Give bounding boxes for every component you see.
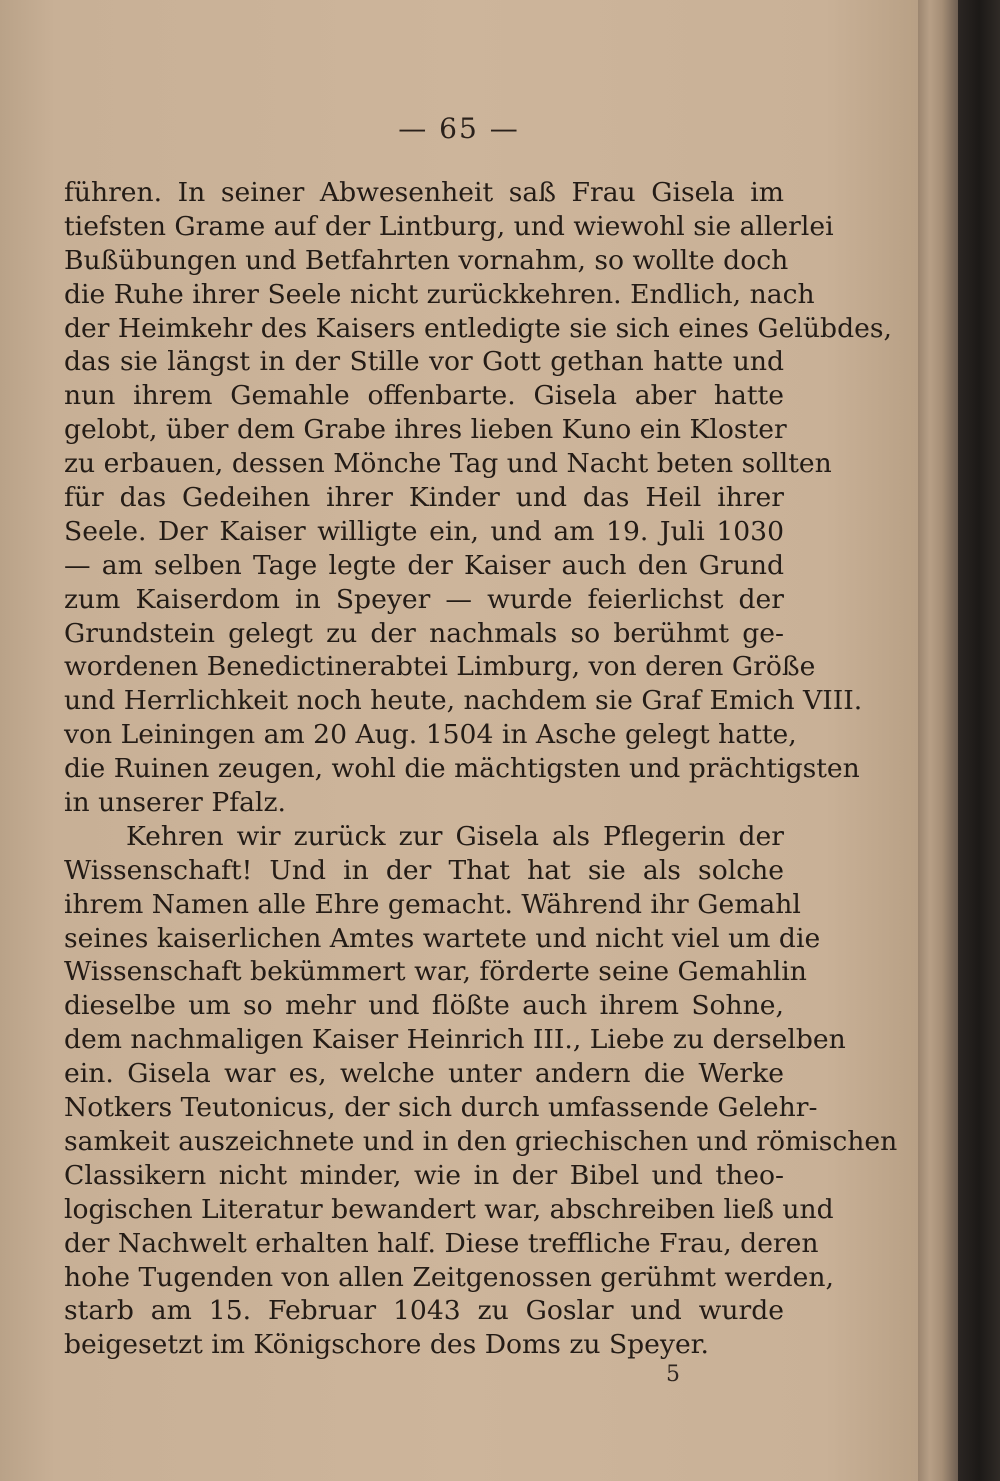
text-line: der Nachwelt erhalten half. Diese treffliche Frau, deren bbox=[64, 1227, 819, 1259]
text-line: für das Gedeihen ihrer Kinder und das Heil ihrer bbox=[64, 482, 784, 514]
page-number-header: — 65 — bbox=[398, 112, 520, 145]
text-line: Seele. Der Kaiser willigte ein, und am 19. Juli 1030 bbox=[64, 515, 784, 547]
text-line: das sie längst in der Stille vor Gott gethan hatte und bbox=[64, 346, 784, 378]
text-line: führen. In seiner Abwesenheit saß Frau Gisela im bbox=[64, 177, 784, 208]
text-line: samkeit auszeichnete und in den griechischen und römischen bbox=[64, 1125, 898, 1157]
text-line: ihrem Namen alle Ehre gemacht. Während ihr Gemahl bbox=[64, 888, 801, 920]
text-line: Notkers Teutonicus, der sich durch umfassende Gelehr- bbox=[64, 1092, 818, 1124]
text-line: Wissenschaft! Und in der That hat sie als solche bbox=[64, 854, 784, 886]
text-line: der Heimkehr des Kaisers entledigte sie sich eines Gelübdes, bbox=[64, 312, 892, 344]
text-line: von Leiningen am 20 Aug. 1504 in Asche gelegt hatte, bbox=[64, 719, 797, 751]
text-line: die Ruinen zeugen, wohl die mächtigsten und prächtigsten bbox=[64, 753, 860, 785]
text-line: gelobt, über dem Grabe ihres lieben Kuno ein Kloster bbox=[64, 414, 787, 446]
text-line: — am selben Tage legte der Kaiser auch den Grund bbox=[64, 549, 784, 581]
text-line: seines kaiserlichen Amtes wartete und nicht viel um die bbox=[64, 922, 821, 954]
text-line: Grundstein gelegt zu der nachmals so berühmt ge- bbox=[64, 617, 784, 649]
text-line: wordenen Benedictinerabtei Limburg, von deren Größe bbox=[64, 651, 816, 683]
text-line: und Herrlichkeit noch heute, nachdem sie Graf Emich VIII. bbox=[64, 685, 863, 717]
text-line: nun ihrem Gemahle offenbarte. Gisela aber hatte bbox=[64, 380, 784, 412]
book-cover-edge bbox=[958, 0, 1000, 1481]
text-line: Wissenschaft bekümmert war, förderte seine Gemahlin bbox=[64, 956, 807, 988]
text-line: tiefsten Grame auf der Lintburg, und wiewohl sie allerlei bbox=[64, 210, 834, 242]
text-line: logischen Literatur bewandert war, abschreiben ließ und bbox=[64, 1193, 834, 1225]
text-line: hohe Tugenden von allen Zeitgenossen gerühmt werden, bbox=[64, 1261, 834, 1293]
text-line: zu erbauen, dessen Mönche Tag und Nacht beten sollten bbox=[64, 448, 832, 480]
text-line: in unserer Pfalz. bbox=[64, 787, 286, 819]
page-gutter-edge bbox=[918, 0, 958, 1481]
body-text bbox=[64, 176, 898, 1362]
text-line: Bußübungen und Betfahrten vornahm, so wollte doch bbox=[64, 244, 789, 276]
text-line: zum Kaiserdom in Speyer — wurde feierlichst der bbox=[64, 583, 784, 615]
text-line: Classikern nicht minder, wie in der Bibel und theo- bbox=[64, 1159, 784, 1191]
signature-mark: 5 bbox=[666, 1362, 680, 1387]
text-line: Kehren wir zurück zur Gisela als Pflegerin der bbox=[126, 820, 784, 852]
text-line: die Ruhe ihrer Seele nicht zurückkehren. Endlich, nach bbox=[64, 278, 815, 310]
text-line: beigesetzt im Königschore des Doms zu Speyer. bbox=[64, 1329, 709, 1361]
text-line: starb am 15. Februar 1043 zu Goslar und wurde bbox=[64, 1295, 784, 1327]
text-line: dem nachmaligen Kaiser Heinrich III., Liebe zu derselben bbox=[64, 1024, 846, 1056]
text-line: dieselbe um so mehr und flößte auch ihrem Sohne, bbox=[64, 990, 784, 1022]
text-line: ein. Gisela war es, welche unter andern die Werke bbox=[64, 1058, 784, 1090]
